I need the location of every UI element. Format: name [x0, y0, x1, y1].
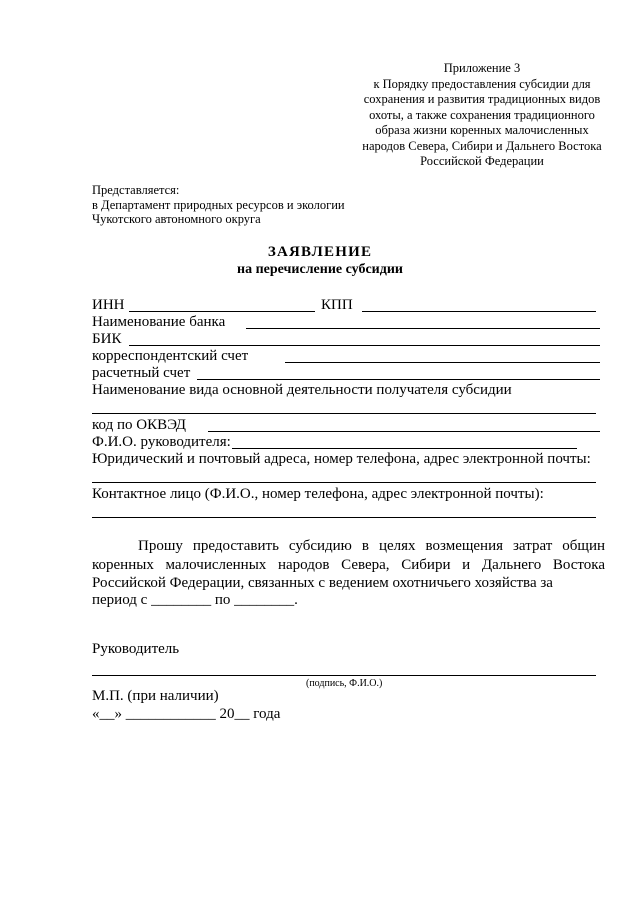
settlement-account-field-line[interactable]: [197, 379, 600, 380]
inn-field-line[interactable]: [129, 311, 315, 312]
contact-person-field-line[interactable]: [92, 517, 596, 518]
appendix-line: образа жизни коренных малочисленных: [375, 123, 589, 137]
period-line: [92, 592, 298, 609]
addresses-label: Юридический и почтовый адреса, номер телефона, адрес электронной почты:: [92, 451, 591, 467]
corr-account-label: корреспондентский счет: [92, 348, 249, 364]
period-from-blank[interactable]: ________: [151, 592, 212, 608]
submitted-to-line: в Департамент природных ресурсов и экологии: [92, 197, 345, 212]
request-text: Прошу предоставить субсидию в целях возмещения затрат общин коренных малочисленных народов Севера, Сибири и Дальнего Востока Российской Федерации, связанных с ведением охотничьего хозяйства за: [92, 538, 605, 591]
activity-type-field-line[interactable]: [92, 413, 596, 414]
kpp-field-line[interactable]: [362, 311, 596, 312]
submitted-to-line: Чукотского автономного округа: [92, 212, 261, 226]
appendix-line: народов Севера, Сибири и Дальнего Востока: [362, 138, 602, 153]
appendix-line: охоты, а также сохранения традиционного: [369, 107, 595, 122]
period-to-label: по: [214, 592, 231, 608]
seal-label: М.П. (при наличии): [92, 688, 219, 704]
bank-name-label: Наименование банка: [92, 314, 226, 330]
kpp-label: КПП: [321, 297, 353, 313]
period-end: .: [294, 592, 298, 608]
bik-field-line[interactable]: [129, 345, 600, 346]
signature-caption: (подпись, Ф.И.О.): [306, 678, 383, 689]
signature-line[interactable]: [92, 675, 596, 676]
director-name-field-line[interactable]: [232, 448, 577, 449]
request-paragraph: [92, 537, 605, 593]
contact-person-label: Контактное лицо (Ф.И.О., номер телефона, адрес электронной почты):: [92, 486, 544, 502]
activity-type-label: Наименование вида основной деятельности получателя субсидии: [92, 382, 512, 398]
bank-name-field-line[interactable]: [246, 328, 600, 329]
director-name-label: Ф.И.О. руководителя:: [92, 434, 231, 450]
bik-label: БИК: [92, 331, 122, 347]
appendix-line: Российской Федерации: [420, 154, 544, 168]
appendix-line: сохранения и развития традиционных видов: [363, 92, 601, 106]
date-line[interactable]: «__» ____________ 20__ года: [92, 706, 281, 722]
corr-account-field-line[interactable]: [285, 362, 600, 363]
settlement-account-label: расчетный счет: [92, 365, 191, 381]
okved-label: код по ОКВЭД: [92, 417, 186, 433]
period-to-blank[interactable]: ________: [234, 592, 295, 608]
period-prefix: период с: [92, 592, 148, 608]
appendix-line: Приложение 3: [443, 61, 521, 75]
submitted-to-line: Представляется:: [92, 183, 180, 197]
okved-field-line[interactable]: [208, 431, 600, 432]
document-title: ЗАЯВЛЕНИЕ: [267, 244, 373, 260]
addresses-field-line[interactable]: [92, 482, 596, 483]
submitted-to-block: [92, 183, 345, 227]
appendix-header: [340, 61, 624, 170]
director-signature-label: Руководитель: [92, 641, 180, 657]
document-subtitle: на перечисление субсидии: [237, 262, 403, 277]
appendix-line: к Порядку предоставления субсидии для: [373, 76, 591, 91]
inn-label: ИНН: [92, 297, 125, 313]
